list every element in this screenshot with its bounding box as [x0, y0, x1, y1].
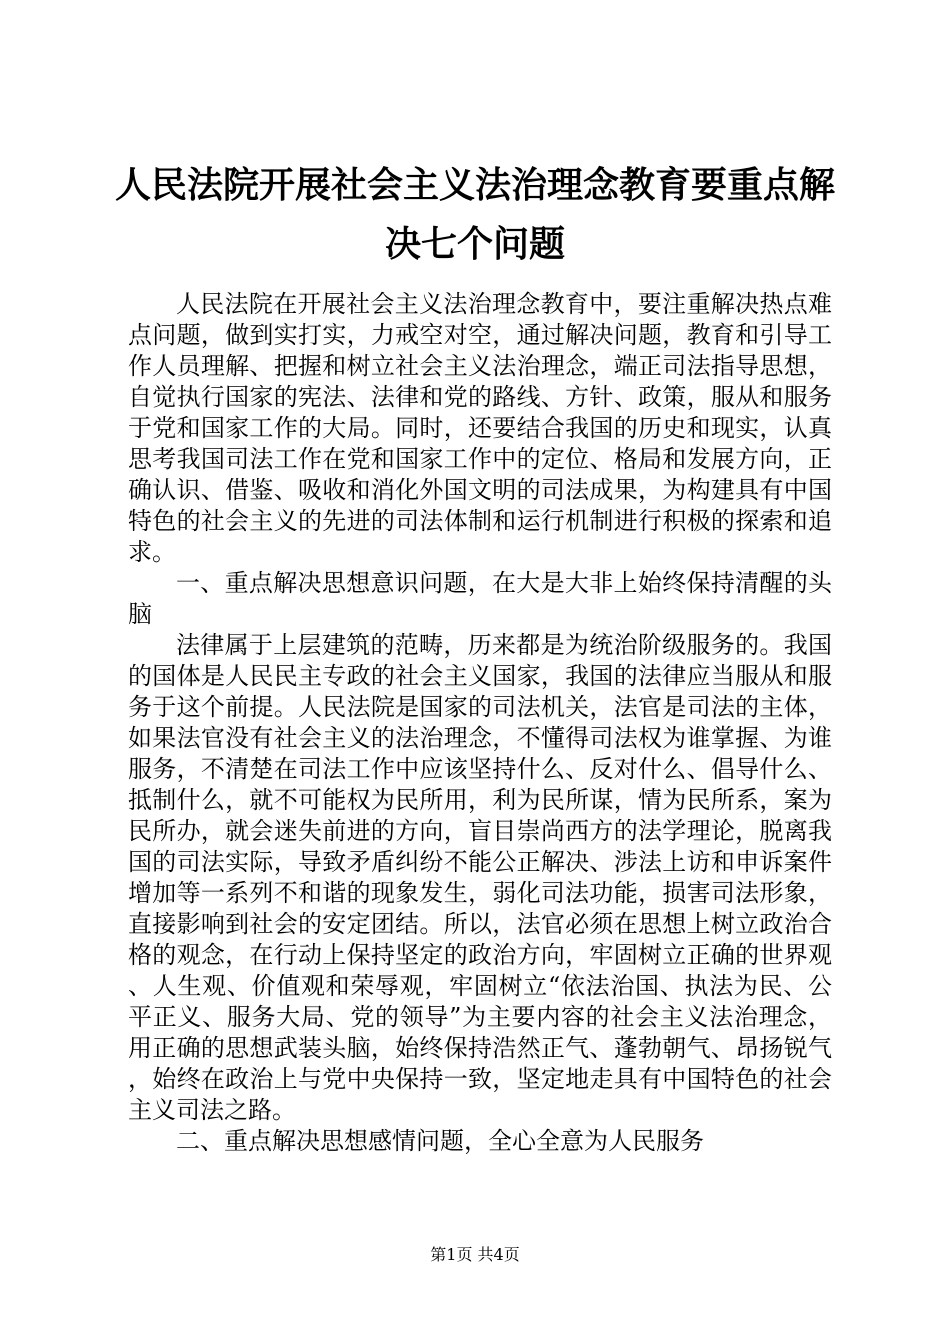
document-title-line-2: 决七个问题	[384, 223, 565, 265]
section-heading-1: 一、重点解决思想意识问题，在大是大非上始终保持清醒的头脑	[128, 569, 832, 628]
section-1-paragraph: 法律属于上层建筑的范畴，历来都是为统治阶级服务的。我国的国体是人民民主专政的社会主义国家，我国的法律应当服从和服务于这个前提。人民法院是国家的司法机关，法官是司法的主体，如果法官没有社会主义的法治理念，不懂得司法权为谁掌握、为谁服务，不清楚在司法工作中应该坚持什么、反对什么、倡导什么、抵制什么，就不可能权为民所用，利为民所谋，情为民所系，案为民所办，就会迷失前进的方向，盲目崇尚西方的法学理论，脱离我国的司法实际，导致矛盾纠纷不能公正解决、涉法上访和申诉案件增加等一系列不和谐的现象发生，弱化司法功能，损害司法形象，直接影响到社会的安定团结。所以，法官必须在思想上树立政治合格的观念，在行动上保持坚定的政治方向，牢固树立正确的世界观、人生观、价值观和荣辱观，牢固树立“依法治国、执法为民、公平正义、服务大局、党的领导”为主要内容的社会主义法治理念，用正确的思想武装头脑，始终保持浩然正气、蓬勃朝气、昂扬锐气，始终在政治上与党中央保持一致，坚定地走具有中国特色的社会主义司法之路。	[128, 631, 832, 1124]
section-heading-2: 二、重点解决思想感情问题，全心全意为人民服务	[176, 1127, 704, 1155]
intro-paragraph: 人民法院在开展社会主义法治理念教育中，要注重解决热点难点问题，做到实打实，力戒空对空，通过解决问题，教育和引导工作人员理解、把握和树立社会主义法治理念，端正司法指导思想，自觉执行国家的宪法、法律和党的路线、方针、政策，服从和服务于党和国家工作的大局。同时，还要结合我国的历史和现实，认真思考我国司法工作在党和国家工作中的定位、格局和发展方向，正确认识、借鉴、吸收和消化外国文明的司法成果，为构建具有中国特色的社会主义的先进的司法体制和运行机制进行积极的探索和追求。	[128, 290, 832, 566]
page-footer: 第1页 共4页	[430, 1245, 520, 1264]
document-title-line-1: 人民法院开展社会主义法治理念教育要重点解	[114, 164, 835, 206]
document-body	[128, 289, 832, 1157]
